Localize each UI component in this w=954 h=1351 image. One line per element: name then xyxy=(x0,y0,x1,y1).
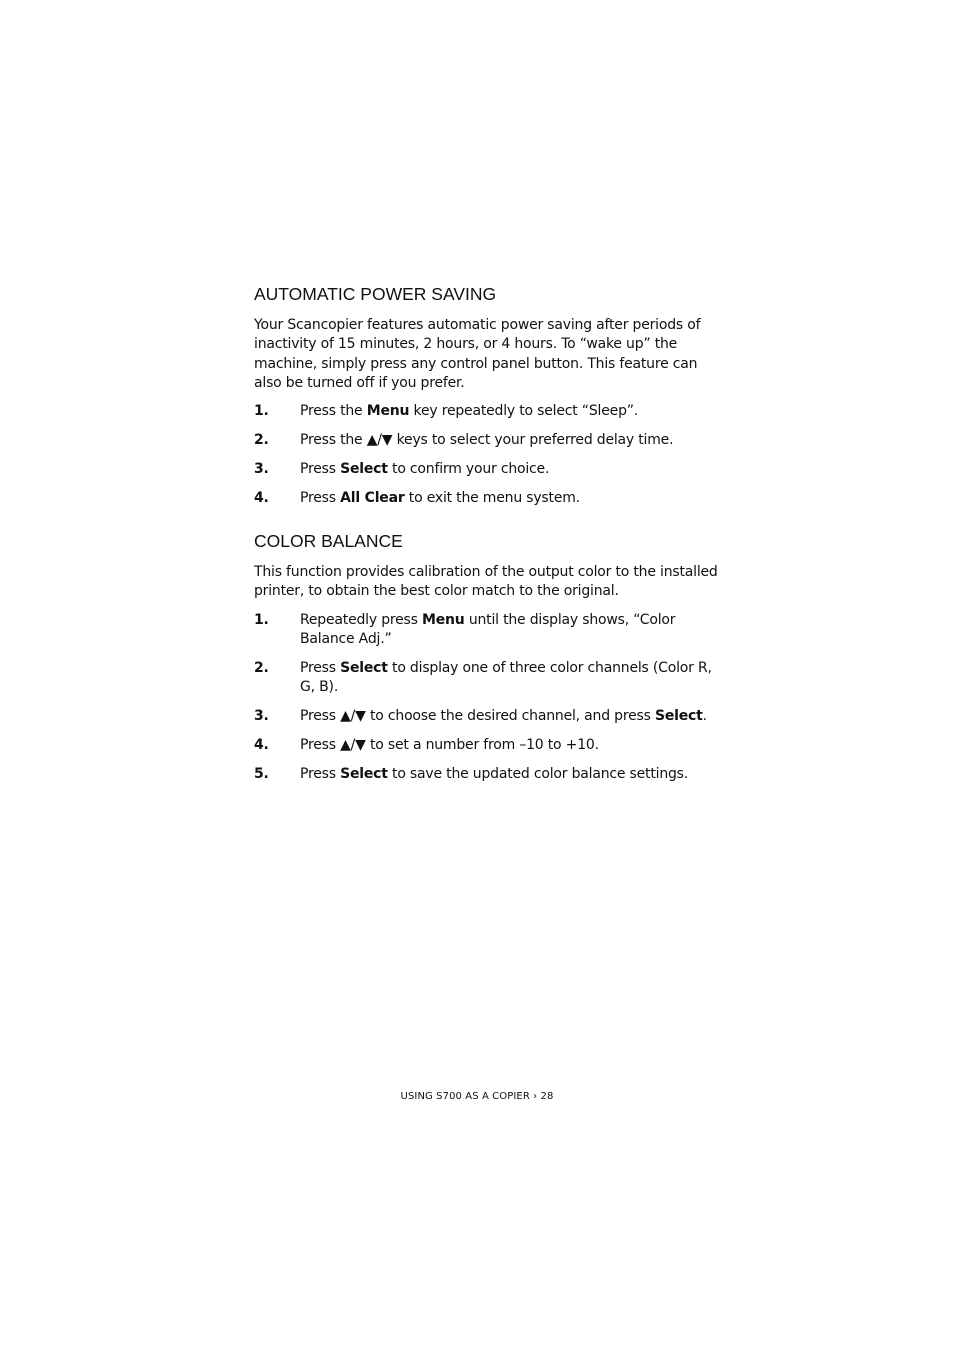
step-text: Press the ▲/▼ keys to select your preferred delay time. xyxy=(300,432,674,448)
list-item xyxy=(254,431,724,450)
step-number: 1. xyxy=(254,403,269,419)
section-intro-power-saving: Your Scancopier features automatic power saving after periods of inactivity of 15 minutes, 2 hours, or 4 hours. To “wake up” the machine, simply press any control panel button. This feature can also be turned off if you prefer. xyxy=(254,317,701,391)
list-item xyxy=(254,460,724,479)
list-item xyxy=(254,659,724,698)
step-number: 2. xyxy=(254,432,269,448)
step-text: Press ▲/▼ to choose the desired channel, and press Select. xyxy=(300,708,707,724)
section-intro-color-balance: This function provides calibration of the output color to the installed printer, to obtain the best color match to the original. xyxy=(254,564,718,600)
page-footer: USING S700 AS A COPIER › 28 xyxy=(400,1091,554,1102)
key-name: Select xyxy=(340,461,388,477)
section-heading-color-balance: COLOR BALANCE xyxy=(254,531,403,551)
key-name: Select xyxy=(340,660,388,676)
step-text: Press Select to confirm your choice. xyxy=(300,461,550,477)
list-item xyxy=(254,489,724,508)
step-number: 3. xyxy=(254,708,269,724)
step-text: Press All Clear to exit the menu system. xyxy=(300,490,580,506)
list-item xyxy=(254,765,724,784)
step-number: 4. xyxy=(254,490,269,506)
step-number: 5. xyxy=(254,766,269,782)
step-number: 4. xyxy=(254,737,269,753)
step-text: Press Select to display one of three color channels (Color R, G, B). xyxy=(300,660,712,696)
step-number: 3. xyxy=(254,461,269,477)
step-text: Press ▲/▼ to set a number from –10 to +10. xyxy=(300,737,599,753)
key-name: Select xyxy=(340,766,388,782)
step-number: 2. xyxy=(254,660,269,676)
list-item xyxy=(254,402,724,421)
list-item xyxy=(254,611,724,650)
key-name: Menu xyxy=(366,403,410,419)
step-text: Repeatedly press Menu until the display shows, “Color Balance Adj.” xyxy=(300,612,676,648)
key-name: Menu xyxy=(422,612,465,628)
section-heading-power-saving: AUTOMATIC POWER SAVING xyxy=(254,284,497,304)
list-item xyxy=(254,736,724,755)
key-name: Select xyxy=(654,708,703,724)
list-item xyxy=(254,707,724,726)
step-text: Press the Menu key repeatedly to select “Sleep”. xyxy=(300,403,639,419)
step-number: 1. xyxy=(254,612,269,628)
key-name: All Clear xyxy=(340,490,405,506)
step-text: Press Select to save the updated color balance settings. xyxy=(300,766,689,782)
